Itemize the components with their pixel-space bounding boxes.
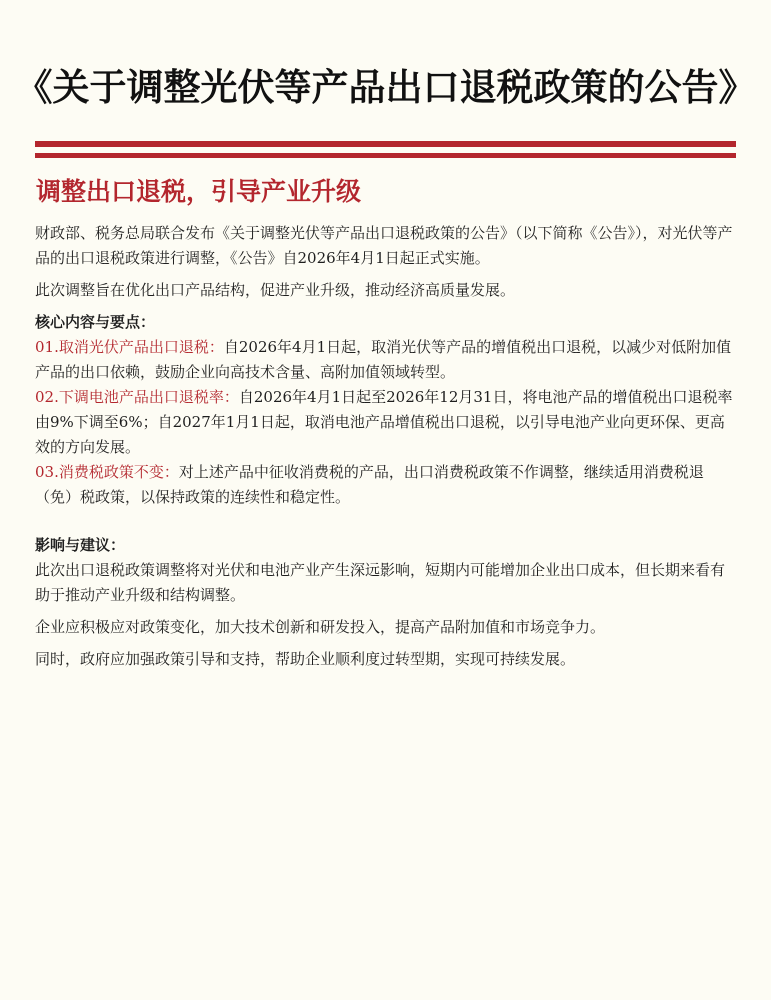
- section-headline: 调整出口退税，引导产业升级: [36, 177, 362, 206]
- title-divider-thin: [35, 153, 736, 158]
- government-advice-paragraph: 同时，政府应加强政策引导和支持，帮助企业顺利度过转型期，实现可持续发展。: [35, 650, 576, 668]
- core-item-text: 自2026年4月1日起，取消光伏等产品的增值税出口退税，以减少对低附加值产品的出口依赖，鼓励企业向高技术含量、高附加值领域转型。: [35, 338, 732, 381]
- core-item-title: 03.消费税政策不变：: [35, 463, 179, 481]
- article-body: [35, 221, 737, 672]
- core-item-text: 自2026年4月1日起至2026年12月31日，将电池产品的增值税出口退税率由9%下调至6%；自2027年1月1日起，取消电池产品增值税出口退税，以引导电池产业向更环保、更高效的方向发展。: [35, 388, 733, 456]
- enterprise-advice-paragraph: 企业应积极应对政策变化，加大技术创新和研发投入，提高产品附加值和市场竞争力。: [35, 618, 606, 636]
- aim-paragraph: 此次调整旨在优化出口产品结构，促进产业升级，推动经济高质量发展。: [35, 281, 516, 299]
- core-item-title: 02.下调电池产品出口退税率：: [35, 388, 239, 406]
- intro-paragraph: 财政部、税务总局联合发布《关于调整光伏等产品出口退税政策的公告》（以下简称《公告》），对光伏等产品的出口退税政策进行调整，《公告》自2026年4月1日起正式实施。: [35, 224, 733, 267]
- impact-paragraph: 此次出口退税政策调整将对光伏和电池产业产生深远影响，短期内可能增加企业出口成本，但长期来看有助于推动产业升级和结构调整。: [35, 561, 726, 604]
- title-divider-thick: [35, 141, 736, 147]
- impact-heading: 影响与建议：: [35, 536, 126, 554]
- core-heading: 核心内容与要点：: [35, 313, 156, 331]
- core-item-2: [35, 385, 737, 460]
- section-spacer: [35, 510, 737, 533]
- core-item-1: [35, 335, 737, 385]
- core-item-title: 01.取消光伏产品出口退税：: [35, 338, 224, 356]
- page-title: 《关于调整光伏等产品出口退税政策的公告》: [15, 66, 756, 109]
- core-item-3: [35, 460, 737, 510]
- core-item-text: 对上述产品中征收消费税的产品，出口消费税政策不作调整，继续适用消费税退（免）税政策，以保持政策的连续性和稳定性。: [35, 463, 704, 506]
